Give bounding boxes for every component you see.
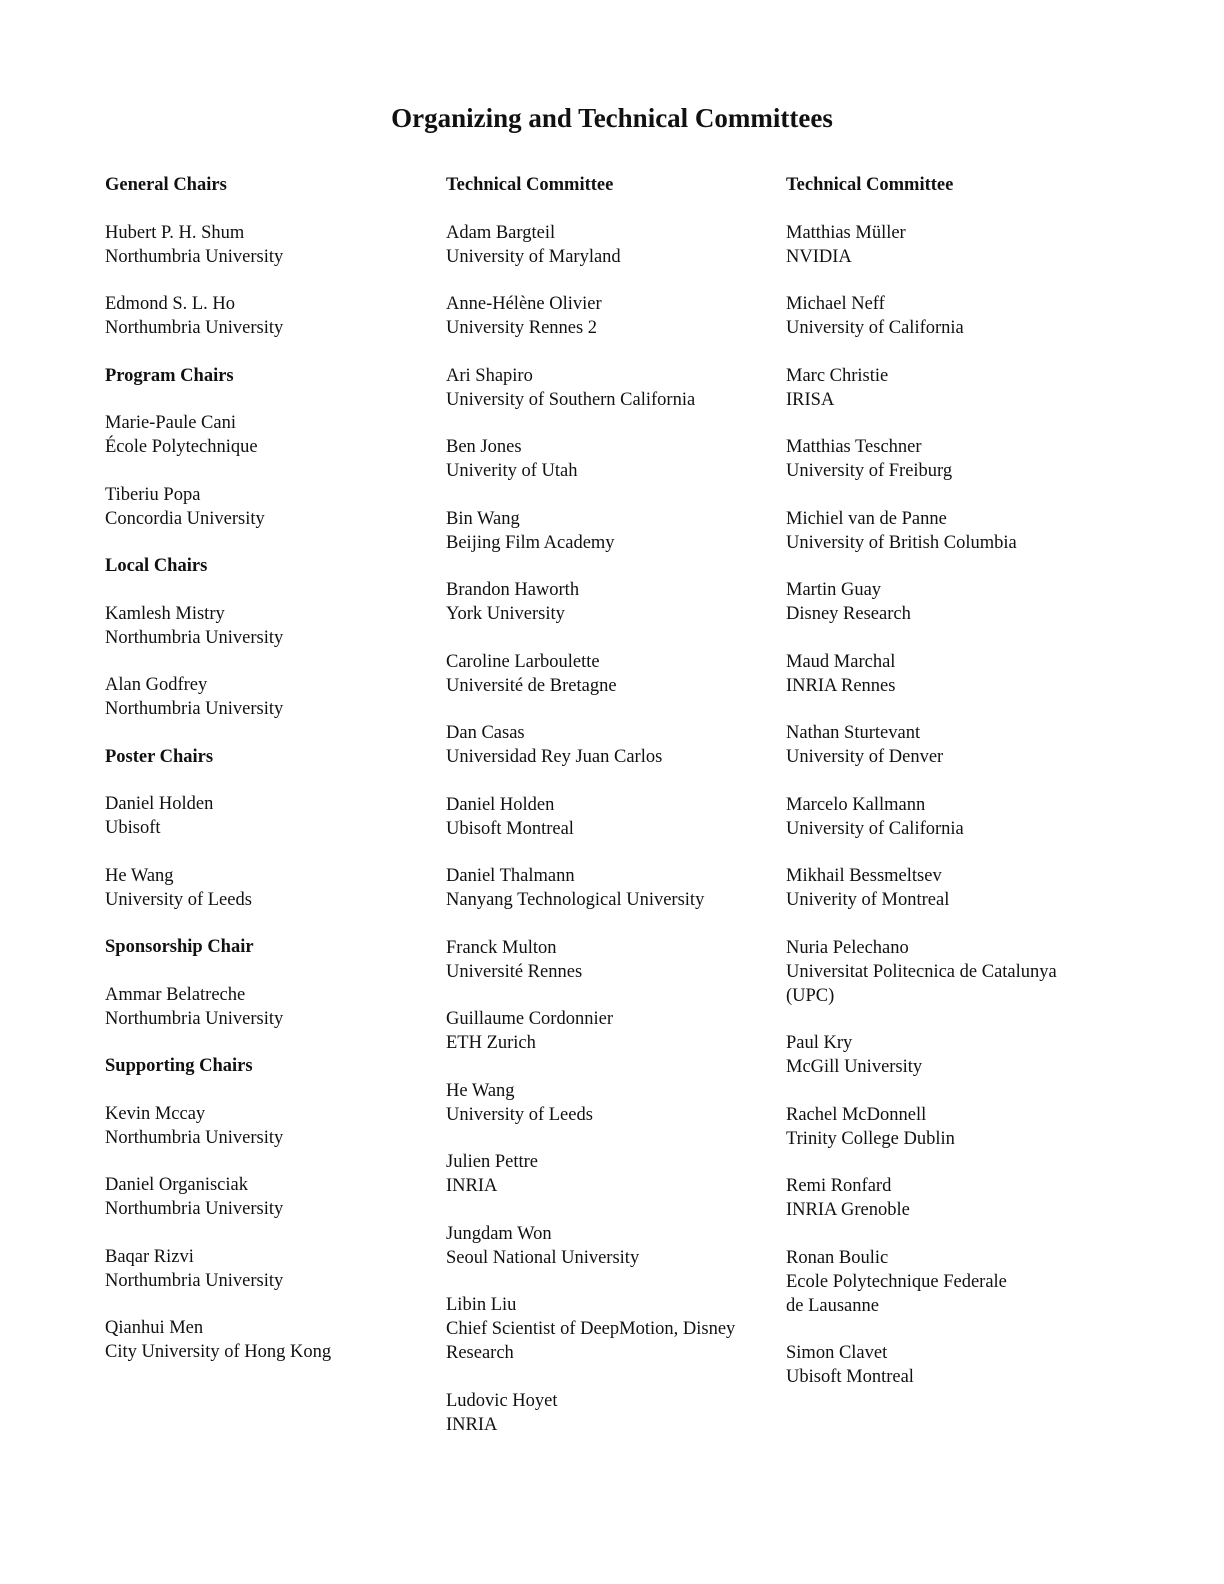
member-name: Simon Clavet (786, 1343, 888, 1363)
committee-member (105, 1173, 425, 1221)
member-affiliation: Université Rennes (446, 961, 583, 982)
committee-member (786, 578, 1106, 626)
member-name: Marc Christie (786, 365, 889, 386)
member-name: Tiberiu Popa (105, 484, 201, 505)
committee-member (105, 792, 425, 840)
member-name: Bin Wang (446, 508, 520, 529)
member-affiliation: de Lausanne (786, 1295, 879, 1316)
committee-member (446, 650, 766, 698)
member-affiliation: ETH Zurich (446, 1033, 536, 1053)
member-name: Michiel van de Panne (786, 508, 947, 529)
member-affiliation: Ecole Polytechnique Federale (786, 1271, 1007, 1292)
section-heading: Program Chairs (105, 365, 234, 386)
member-affiliation: University of California (786, 318, 964, 338)
committee-member (786, 507, 1106, 555)
committee-member (786, 936, 1106, 1008)
member-affiliation: University of California (786, 818, 964, 839)
committee-member (786, 221, 1106, 269)
member-affiliation: Université de Bretagne (446, 675, 617, 696)
committee-member (105, 673, 425, 721)
member-name: Kamlesh Mistry (105, 603, 225, 624)
committee-member (446, 936, 766, 984)
committee-member (105, 1245, 425, 1293)
committee-member (105, 602, 425, 650)
committee-member (786, 650, 1106, 698)
member-affiliation: Ubisoft (105, 818, 161, 838)
member-name: Daniel Holden (105, 794, 214, 814)
member-affiliation: INRIA Rennes (786, 675, 896, 696)
member-name: Daniel Organisciak (105, 1175, 248, 1195)
committee-member (446, 793, 766, 841)
member-name: Brandon Haworth (446, 580, 580, 600)
committee-member (105, 1316, 425, 1364)
section-heading: Local Chairs (105, 556, 208, 576)
member-name: Marcelo Kallmann (786, 794, 926, 815)
committee-member (105, 1102, 425, 1150)
member-affiliation: University of Maryland (446, 246, 621, 267)
member-affiliation: Northumbria University (105, 246, 284, 267)
member-name: He Wang (446, 1080, 515, 1101)
member-affiliation: INRIA (446, 1176, 498, 1196)
member-name: Caroline Larboulette (446, 651, 600, 672)
committee-member (446, 864, 766, 912)
member-name: Ronan Boulic (786, 1247, 889, 1268)
committee-member (446, 364, 766, 412)
member-name: Adam Bargteil (446, 222, 556, 243)
member-affiliation: McGill University (786, 1057, 923, 1077)
member-name: Rachel McDonnell (786, 1104, 927, 1125)
committee-member (786, 721, 1106, 769)
column-right (786, 173, 1106, 1413)
member-affiliation: Northumbria University (105, 1199, 284, 1219)
member-affiliation: University of British Columbia (786, 532, 1017, 553)
committee-member (446, 435, 766, 483)
committee-member (786, 364, 1106, 412)
member-affiliation: University of Leeds (446, 1104, 593, 1125)
committee-member (786, 435, 1106, 483)
member-affiliation: York University (446, 604, 565, 624)
committee-member (105, 983, 425, 1031)
member-affiliation: Northumbria University (105, 1270, 284, 1291)
committee-member (786, 292, 1106, 340)
committee-member (786, 1341, 1106, 1389)
member-affiliation: Trinity College Dublin (786, 1128, 955, 1149)
member-affiliation: INRIA Grenoble (786, 1200, 910, 1220)
committee-member (446, 1389, 766, 1437)
member-affiliation: NVIDIA (786, 246, 852, 267)
member-name: Julien Pettre (446, 1152, 538, 1172)
member-name: Ben Jones (446, 437, 522, 457)
member-affiliation: Univerity of Montreal (786, 890, 950, 910)
member-affiliation: Northumbria University (105, 627, 284, 648)
member-name: Matthias Müller (786, 222, 906, 243)
member-affiliation: IRISA (786, 389, 835, 410)
member-affiliation: INRIA (446, 1414, 498, 1435)
column-left (105, 173, 425, 1388)
member-affiliation: Univerity of Utah (446, 461, 578, 481)
committee-member (105, 483, 425, 531)
member-name: Guillaume Cordonnier (446, 1009, 613, 1029)
member-affiliation: University of Leeds (105, 889, 252, 910)
committee-member (446, 1150, 766, 1198)
member-name: Paul Kry (786, 1033, 853, 1053)
member-name: Daniel Holden (446, 794, 555, 815)
member-name: Kevin Mccay (105, 1103, 206, 1124)
member-name: Baqar Rizvi (105, 1246, 194, 1267)
member-name: Nathan Sturtevant (786, 723, 921, 743)
committee-member (786, 864, 1106, 912)
committee-member (446, 721, 766, 769)
member-affiliation: Northumbria University (105, 1008, 284, 1029)
member-name: Remi Ronfard (786, 1176, 892, 1196)
member-affiliation: Ubisoft Montreal (446, 818, 574, 839)
committee-member (446, 507, 766, 555)
member-affiliation: Disney Research (786, 604, 911, 624)
committee-member (446, 221, 766, 269)
member-affiliation: University Rennes 2 (446, 318, 598, 338)
member-name: Dan Casas (446, 723, 525, 743)
member-affiliation: Seoul National University (446, 1247, 640, 1268)
committee-member (105, 411, 425, 459)
section-heading: General Chairs (105, 175, 227, 195)
member-affiliation: University of Southern California (446, 389, 696, 410)
member-name: Nuria Pelechano (786, 937, 909, 958)
committee-member (446, 1079, 766, 1127)
section-heading: Technical Committee (786, 175, 954, 195)
member-affiliation: Research (446, 1343, 514, 1363)
member-name: Ludovic Hoyet (446, 1390, 558, 1411)
member-affiliation: Ubisoft Montreal (786, 1367, 914, 1387)
member-affiliation: École Polytechnique (105, 437, 258, 457)
member-name: Hubert P. H. Shum (105, 222, 245, 243)
section-heading: Supporting Chairs (105, 1056, 253, 1076)
committee-member (786, 793, 1106, 841)
committee-member (446, 1222, 766, 1270)
page-title: Organizing and Technical Committees (391, 103, 833, 133)
committee-member (446, 578, 766, 626)
committee-member (786, 1031, 1106, 1079)
section-heading: Sponsorship Chair (105, 937, 254, 957)
member-affiliation: Northumbria University (105, 699, 284, 719)
member-name: Anne-Hélène Olivier (446, 294, 602, 314)
member-name: Franck Multon (446, 937, 557, 958)
member-affiliation: Beijing Film Academy (446, 532, 615, 553)
member-affiliation: University of Denver (786, 747, 944, 767)
member-name: Michael Neff (786, 294, 885, 314)
member-name: Matthias Teschner (786, 437, 922, 457)
member-name: Alan Godfrey (105, 675, 208, 695)
member-name: Ammar Belatreche (105, 984, 246, 1005)
member-affiliation: Chief Scientist of DeepMotion, Disney (446, 1319, 736, 1339)
column-middle (446, 173, 766, 1460)
member-name: Qianhui Men (105, 1318, 204, 1338)
committee-member (786, 1103, 1106, 1151)
committee-member (105, 864, 425, 912)
committee-member (446, 292, 766, 340)
committee-member (786, 1174, 1106, 1222)
member-affiliation: Universitat Politecnica de Catalunya (786, 961, 1057, 982)
member-name: Jungdam Won (446, 1223, 552, 1244)
member-name: Maud Marchal (786, 651, 896, 672)
member-name: Martin Guay (786, 580, 882, 600)
member-name: Edmond S. L. Ho (105, 294, 236, 314)
committee-member (786, 1246, 1106, 1318)
member-name: He Wang (105, 865, 174, 886)
member-affiliation: Northumbria University (105, 318, 284, 338)
section-heading: Poster Chairs (105, 746, 214, 767)
committee-member (105, 221, 425, 269)
member-affiliation: Nanyang Technological University (446, 890, 705, 910)
member-affiliation: (UPC) (786, 985, 835, 1006)
section-heading: Technical Committee (446, 175, 614, 195)
committee-member (446, 1293, 766, 1365)
member-name: Daniel Thalmann (446, 866, 575, 886)
member-name: Libin Liu (446, 1295, 517, 1315)
member-name: Marie-Paule Cani (105, 413, 236, 433)
committee-member (446, 1007, 766, 1055)
member-affiliation: City University of Hong Kong (105, 1342, 332, 1362)
member-affiliation: Northumbria University (105, 1127, 284, 1148)
member-name: Mikhail Bessmeltsev (786, 866, 942, 886)
member-name: Ari Shapiro (446, 365, 533, 386)
committee-member (105, 292, 425, 340)
member-affiliation: Concordia University (105, 508, 265, 529)
member-affiliation: University of Freiburg (786, 461, 953, 481)
member-affiliation: Universidad Rey Juan Carlos (446, 747, 663, 767)
